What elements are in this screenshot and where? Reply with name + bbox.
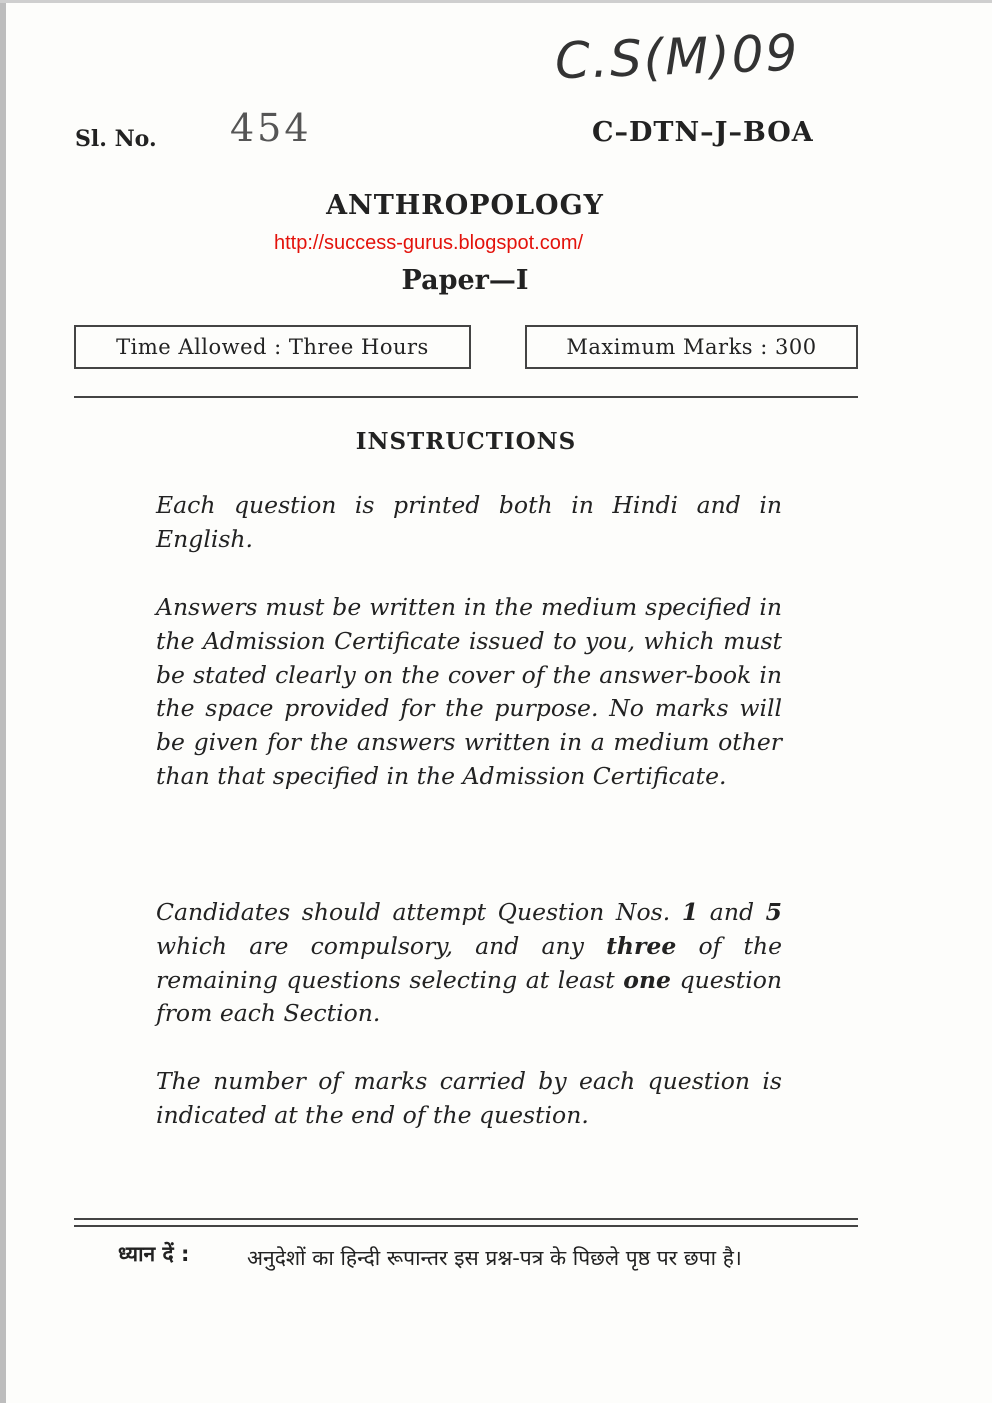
p3-text-e: which are compulsory, and any <box>156 931 607 960</box>
p3-text-i: question from each Section. <box>156 965 782 1028</box>
handwritten-code: C.S(M)09 <box>554 23 801 91</box>
serial-label: Sl. No. <box>75 126 157 152</box>
instruction-paragraph-4: The number of marks carried by each question is indicated at the end of the question. <box>156 1067 782 1129</box>
paper-code: C–DTN–J–BOA <box>592 117 814 148</box>
p3-text-a: Candidates should attempt Question Nos. <box>156 898 682 926</box>
instruction-paragraph-3 <box>156 896 782 1031</box>
serial-number: 454 <box>230 106 312 150</box>
time-allowed-box <box>74 325 471 369</box>
p3-three: three <box>606 931 677 960</box>
subject-title: ANTHROPOLOGY <box>326 190 604 221</box>
maximum-marks-text: Maximum Marks : 300 <box>566 335 817 359</box>
website-link[interactable]: http://success-gurus.blogspot.com/ <box>274 232 584 254</box>
maximum-marks-box <box>525 325 858 369</box>
hindi-note-text: अनुदेशों का हिन्दी रूपान्तर इस प्रश्न-पत्र के पिछले पृष्ठ पर छपा है। <box>247 1246 742 1270</box>
divider-bottom-2 <box>74 1225 858 1227</box>
p3-text-g: of the remaining questions selecting at least <box>156 931 782 994</box>
page-edge-top <box>0 0 992 3</box>
instructions-heading: INSTRUCTIONS <box>355 428 577 455</box>
time-allowed-text: Time Allowed : Three Hours <box>116 335 429 359</box>
p3-question-5: 5 <box>765 898 782 926</box>
instruction-paragraph-1: Each question is printed both in Hindi and in English. <box>156 491 782 553</box>
p3-question-1: 1 <box>681 898 699 926</box>
paper-title: Paper—I <box>401 265 529 296</box>
instruction-paragraph-2: Answers must be written in the medium specified in the Admission Certificate issued to you, which must be stated clearly on the cover of the answer-book in the space provided for the purpose. No marks will be given for the answers written in a medium other than that specified in the Admission Certificate. <box>156 593 782 790</box>
divider-top <box>74 396 858 398</box>
divider-bottom-1 <box>74 1218 858 1220</box>
hindi-note-label: ध्यान दें : <box>118 1242 190 1266</box>
p3-text-c: and <box>698 898 766 926</box>
p3-one: one <box>623 965 672 994</box>
